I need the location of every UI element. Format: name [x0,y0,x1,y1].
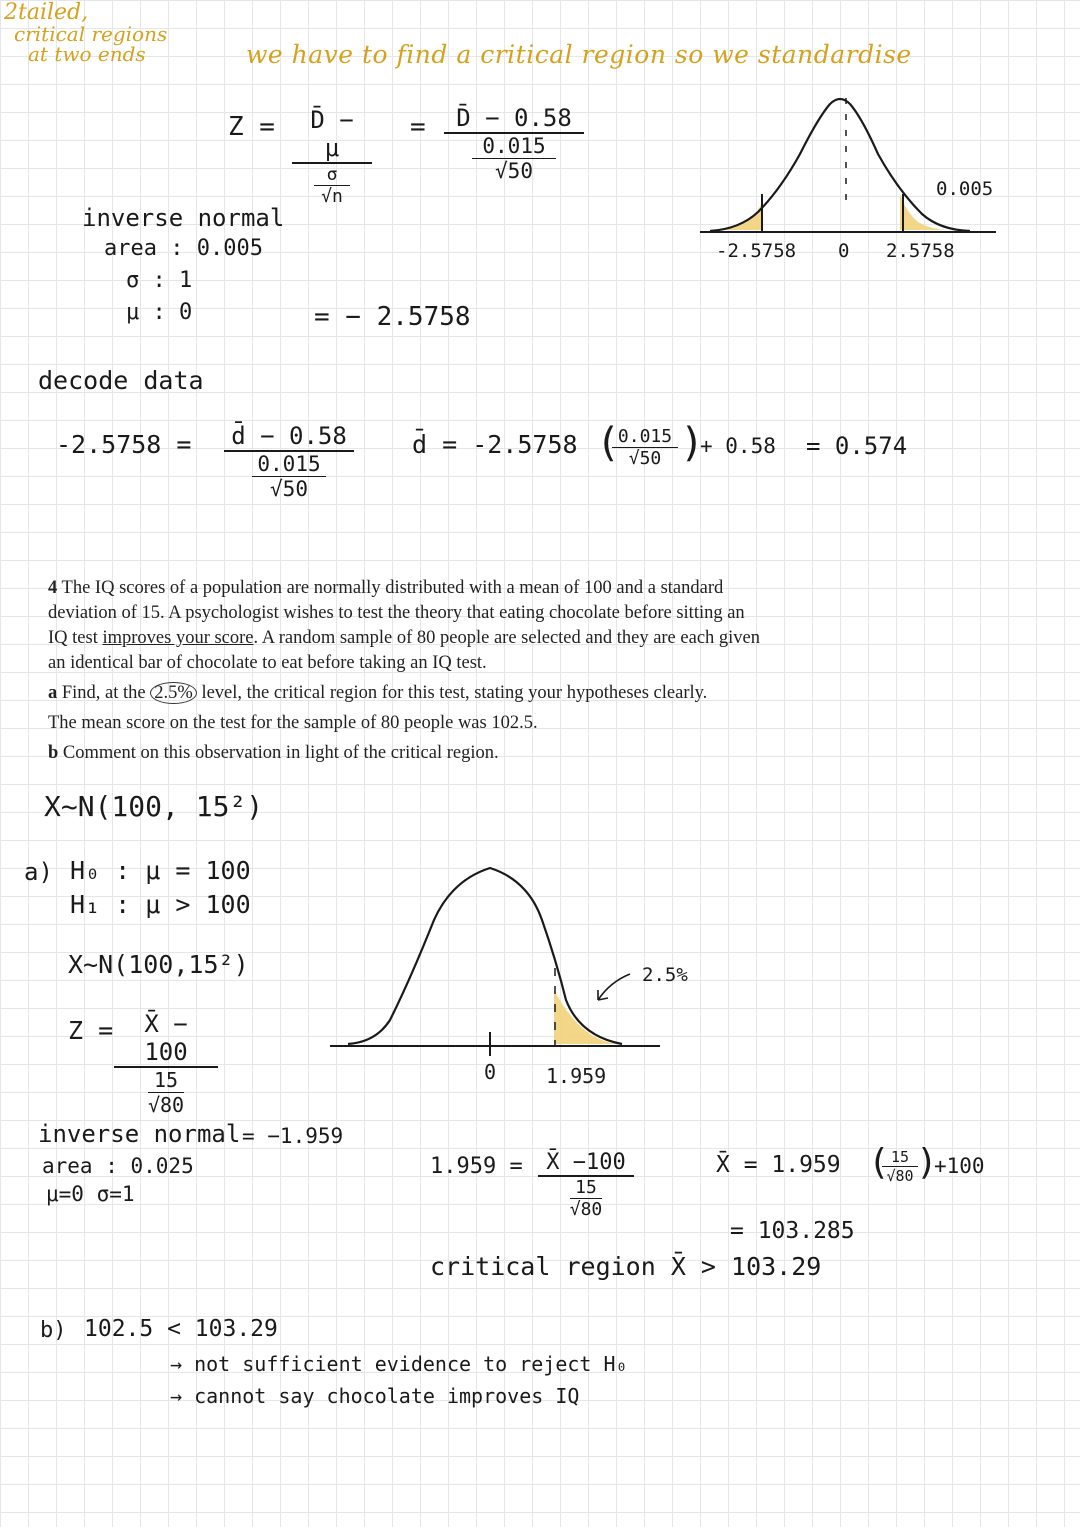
right-tail-shade-2 [554,990,622,1044]
solve2-plus: +100 [934,1154,985,1178]
z-num-2: D̄ − 0.58 [444,104,584,134]
bell1-centre-label: 0 [838,240,850,262]
decode-solve-end: + 0.58 [700,434,776,458]
stem-3a: IQ test [48,628,103,648]
left-tail-shade [718,202,762,230]
z2-den-bot: √80 [147,1093,185,1117]
question-block [48,576,868,766]
inverse-params-2: μ=0 σ=1 [46,1182,135,1206]
partb-compare: 102.5 < 103.29 [84,1316,278,1342]
decode-solve-start: d̄ = -2.5758 [412,430,578,459]
solve2-xbar: X̄ = 1.959 [716,1152,841,1178]
distribution-2: X~N(100,15²) [68,950,249,979]
solve2-small-fraction [882,1148,918,1185]
solve2-fraction [538,1150,634,1220]
z-den-sigma: σ [314,164,350,186]
part-b-text: Comment on this observation in light of the critical region. [62,743,499,763]
z-den2-bot: √50 [495,159,533,183]
partb-label: b) [40,1318,67,1343]
solve2-frac-bot: √80 [886,1167,914,1185]
bell-curve-2 [330,860,670,1060]
inverse-sigma-1: σ : 1 [126,268,193,293]
distribution: X~N(100, 15²) [44,790,264,823]
part-a-label: a [48,683,58,703]
z-fraction-2 [444,104,584,183]
part-a-1: Find, at the [61,683,151,703]
question-number: 4 [48,578,58,598]
inverse-area-2: area : 0.025 [42,1154,194,1178]
z2-num: X̄ − 100 [114,1010,218,1068]
intro-text: we have to find a critical region so we standardise [246,40,912,69]
solve2-den-bot: √80 [569,1199,603,1220]
critical-region: critical region X̄ > 103.29 [430,1252,822,1281]
question-stem [48,576,868,601]
partb-line-1: → not sufficient evidence to reject H₀ [170,1352,628,1376]
part-b-label: b [48,743,59,763]
paren-open-2: ( [868,1142,890,1183]
bell1-left-label: -2.5758 [716,240,797,262]
z2-lhs: Z = [68,1016,114,1045]
decode-lhs: -2.5758 = [56,430,192,459]
bell2-zero: 0 [484,1060,497,1084]
margin-note-1: 2tailed, [4,0,89,25]
z-num: D̄ − μ [292,106,372,164]
circled-level: 2.5% [150,682,197,704]
z-lhs: Z = [228,112,275,142]
solve2-frac-top: 15 [882,1148,918,1167]
decode-den-top: 0.015 [252,452,326,477]
bell1-tail-label: 0.005 [936,178,994,200]
stem-3b: . A random sample of 80 people are selected and they are each given [253,628,761,648]
decode-solve-top: 0.015 [612,426,678,448]
margin-note-3: at two ends [28,42,146,66]
z-equals: = [410,112,426,142]
decode-den-bot: √50 [270,477,308,501]
z-den-root: √n [321,186,343,207]
stem-3u: improves your score [102,628,254,648]
h0: H₀ : μ = 100 [70,856,251,885]
solve2-lhs: 1.959 = [430,1154,523,1179]
solve2-value: = 103.285 [730,1218,855,1244]
stem-line-4: an identical bar of chocolate to eat before taking an IQ test. [48,653,487,673]
solve2-den-top: 15 [570,1177,602,1199]
hyp-label: a) [24,858,53,886]
decode-answer: = 0.574 [806,432,908,460]
partb-line-2: → cannot say chocolate improves IQ [170,1384,580,1408]
z-fraction [292,106,372,207]
inverse-mu-1: μ : 0 [126,300,193,325]
stem-line-1: The IQ scores of a population are normally distributed with a mean of 100 and a standard [61,578,724,598]
bell2-tail: 2.5% [642,964,688,986]
inverse-title-2: inverse normal [38,1120,241,1148]
decode-num: d̄ − 0.58 [224,422,354,452]
bell2-crit: 1.959 [546,1064,607,1088]
paren-close: ) [680,420,705,466]
result-1: = − 2.5758 [314,302,471,332]
result-2: = −1.959 [242,1124,344,1148]
stem-line-2: deviation of 15. A psychologist wishes to test the theory that eating chocolate before sitting an [48,603,745,623]
observation: The mean score on the test for the sample of 80 people was 102.5. [48,713,538,733]
inverse-title-1: inverse normal [82,204,285,232]
bell1-right-label: 2.5758 [886,240,955,262]
z-den2-top: 0.015 [472,134,556,159]
part-a [48,681,868,706]
decode-fraction [224,422,354,501]
inverse-area-1: area : 0.005 [104,236,263,261]
z2-den-top: 15 [148,1068,184,1093]
decode-solve-bot: √50 [628,448,662,469]
paren-open: ( [596,420,621,466]
part-a-2: level, the critical region for this test, stating your hypotheses clearly. [196,683,708,703]
z2-fraction [114,1010,218,1117]
margin-note-2: critical regions [14,22,168,46]
part-b [48,741,868,766]
paren-close-2: ) [916,1142,938,1183]
h1: H₁ : μ > 100 [70,890,251,919]
stem-line-3 [48,626,868,651]
solve2-num: X̄ −100 [538,1150,634,1177]
decode-title: decode data [38,366,204,395]
decode-solve-fraction [612,426,678,469]
